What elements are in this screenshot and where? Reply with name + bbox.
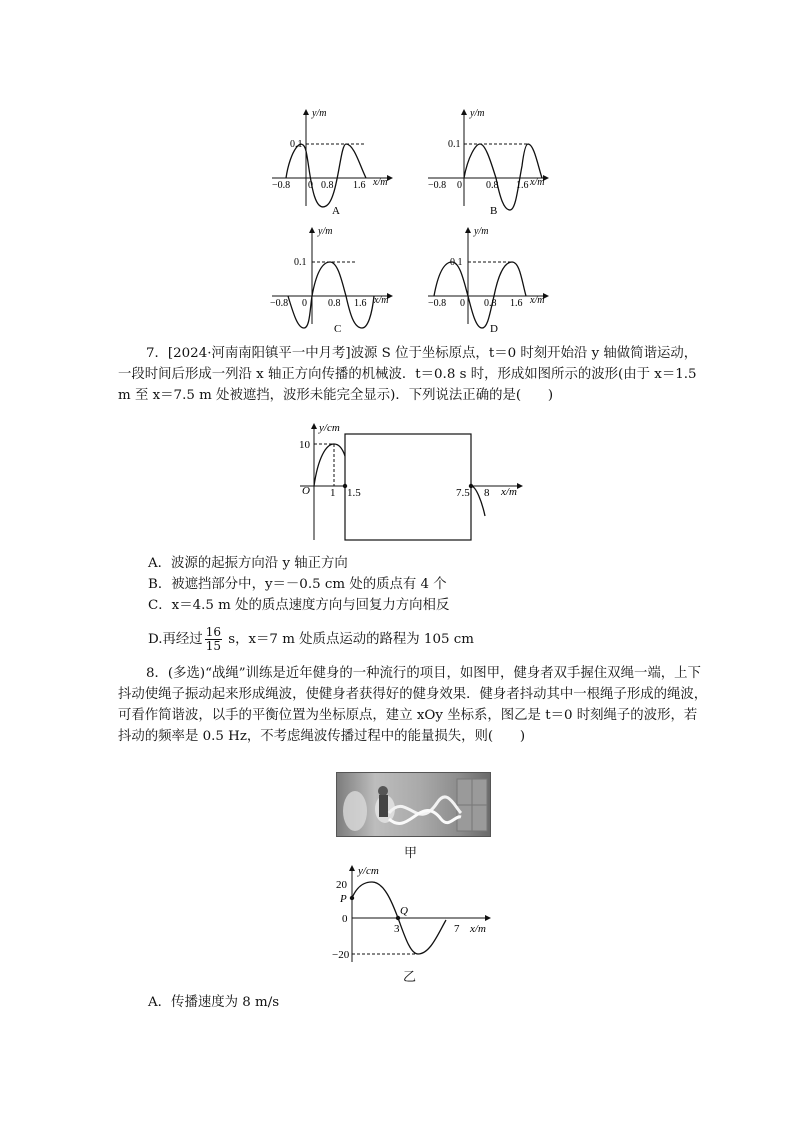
question-8-tag: (多选) (167, 666, 206, 681)
option-label-D: D (490, 323, 498, 335)
question-8-text: “战绳”训练是近年健身的一种流行的项目，如图甲，健身者双手握住双绳一端，上下抖动使绳子振动起来形成绳波，使健身者获得好的健身效果．健身者抖动其中一根绳子形成的绳波，可看作简谐波，以手的平衡位置为坐标原点，建立 xOy 坐标系，图乙是 t＝0 时刻绳子的波形，若抖动的频率是 0.5 Hz，不考虑绳波传播过程中的能量损失，则( ) (118, 666, 708, 744)
option-label-C: C (334, 323, 342, 335)
q7-option-C[interactable]: C．x＝4.5 m 处的质点速度方向与回复力方向相反 (148, 598, 450, 613)
wave-visible-left (314, 444, 345, 486)
occlusion-box (345, 434, 471, 540)
question-8-stem (118, 663, 710, 747)
tick-7.5: 7.5 (456, 487, 470, 499)
q8-option-A[interactable]: A．传播速度为 8 m/s (148, 995, 280, 1010)
axis-y-label: y/m (474, 226, 489, 237)
option-graph-D (424, 224, 556, 336)
axis-x-label: x/m (530, 295, 545, 306)
tick-y0: 0 (342, 913, 348, 925)
wave-curve (286, 144, 366, 207)
tick-16: 1.6 (510, 298, 523, 309)
q7-option-D-suffix: s，x＝7 m 处质点运动的路程为 105 cm (223, 632, 474, 647)
amp-label: 0.1 (294, 257, 307, 268)
amp-label: 0.1 (290, 139, 303, 150)
photo-caption: 甲 (404, 845, 418, 860)
label-Q: Q (400, 905, 408, 917)
tick-16: 1.6 (353, 180, 366, 191)
tick-neg: −0.8 (270, 298, 289, 309)
tick-zero: 0 (457, 180, 462, 191)
tick-zero: 0 (302, 298, 307, 309)
axis-y-label: y/m (312, 108, 327, 119)
option-graph-B (424, 106, 556, 218)
tick-1.5: 1.5 (347, 487, 361, 499)
tick-zero: 0 (308, 180, 313, 191)
option-label-A: A (332, 205, 340, 217)
label-P: P (340, 893, 347, 905)
axis-x-label: x/m (501, 486, 517, 498)
question-7-stem (118, 343, 710, 406)
tick-x3: 3 (394, 923, 400, 935)
tick-08: 0.8 (321, 180, 334, 191)
axis-y-label: y/m (470, 108, 485, 119)
question-7-number: 7． (146, 346, 168, 361)
battle-rope-photo (336, 772, 491, 837)
tick-x7: 7 (454, 923, 460, 935)
tick-y20: 20 (336, 879, 347, 891)
fraction-denominator: 15 (205, 639, 221, 653)
amp-label: 0.1 (450, 257, 463, 268)
axis-x-label: x/m (470, 923, 486, 935)
q7-option-A[interactable]: A．波源的起振方向沿 y 轴正方向 (148, 556, 348, 571)
option-label-B: B (490, 205, 498, 217)
tick-neg: −0.8 (428, 298, 447, 309)
fraction (205, 626, 222, 653)
tick-neg: −0.8 (428, 180, 447, 191)
option-graph-A (268, 106, 400, 218)
point-P (350, 896, 354, 900)
q8-wave-figure (330, 862, 500, 972)
question-7-text: 波源 S 位于坐标原点，t＝0 时刻开始沿 y 轴做简谐运动，一段时间后形成一列沿 x 轴正方向传播的机械波．t＝0.8 s 时，形成如图所示的波形(由于 x＝1.5 m 至 x＝7.5 m 处被遮挡，波形未能完全显示)．下列说法正确的是( ) (118, 346, 698, 403)
axis-y-label: y/m (318, 226, 333, 237)
tick-16: 1.6 (354, 298, 367, 309)
axis-x-label: x/m (374, 295, 389, 306)
option-graph-C (268, 224, 400, 336)
tick-8: 8 (484, 487, 490, 499)
fraction-numerator: 16 (205, 625, 221, 639)
axis-x-label: x/m (373, 177, 388, 188)
question-8-number: 8． (146, 666, 168, 681)
origin-label: O (302, 485, 310, 497)
tick-zero: 0 (460, 298, 465, 309)
tick-08: 0.8 (484, 298, 497, 309)
tick-08: 0.8 (328, 298, 341, 309)
tick-08: 0.8 (486, 180, 499, 191)
amp-label: 10 (299, 439, 310, 451)
q7-option-B[interactable]: B．被遮挡部分中，y＝－0.5 cm 处的质点有 4 个 (148, 577, 447, 592)
axis-y-label: y/cm (319, 422, 340, 434)
tick-yneg20: −20 (332, 949, 350, 961)
figure-yi-caption: 乙 (403, 969, 417, 984)
tick-neg: −0.8 (272, 180, 291, 191)
amp-label: 0.1 (448, 139, 461, 150)
q7-wave-figure (296, 420, 528, 544)
tick-1: 1 (330, 487, 336, 499)
axis-y-label: y/cm (358, 865, 379, 877)
wave-visible-right (471, 486, 485, 516)
axis-x-label: x/m (530, 177, 545, 188)
q7-option-D-prefix: D.再经过 (148, 632, 203, 647)
q7-option-D[interactable] (148, 626, 474, 653)
tick-16: 1.6 (516, 180, 529, 191)
question-7-source: [2024·河南南阳镇平一中月考] (167, 346, 351, 361)
wave-curve (288, 262, 374, 328)
wave-curve (434, 262, 526, 328)
